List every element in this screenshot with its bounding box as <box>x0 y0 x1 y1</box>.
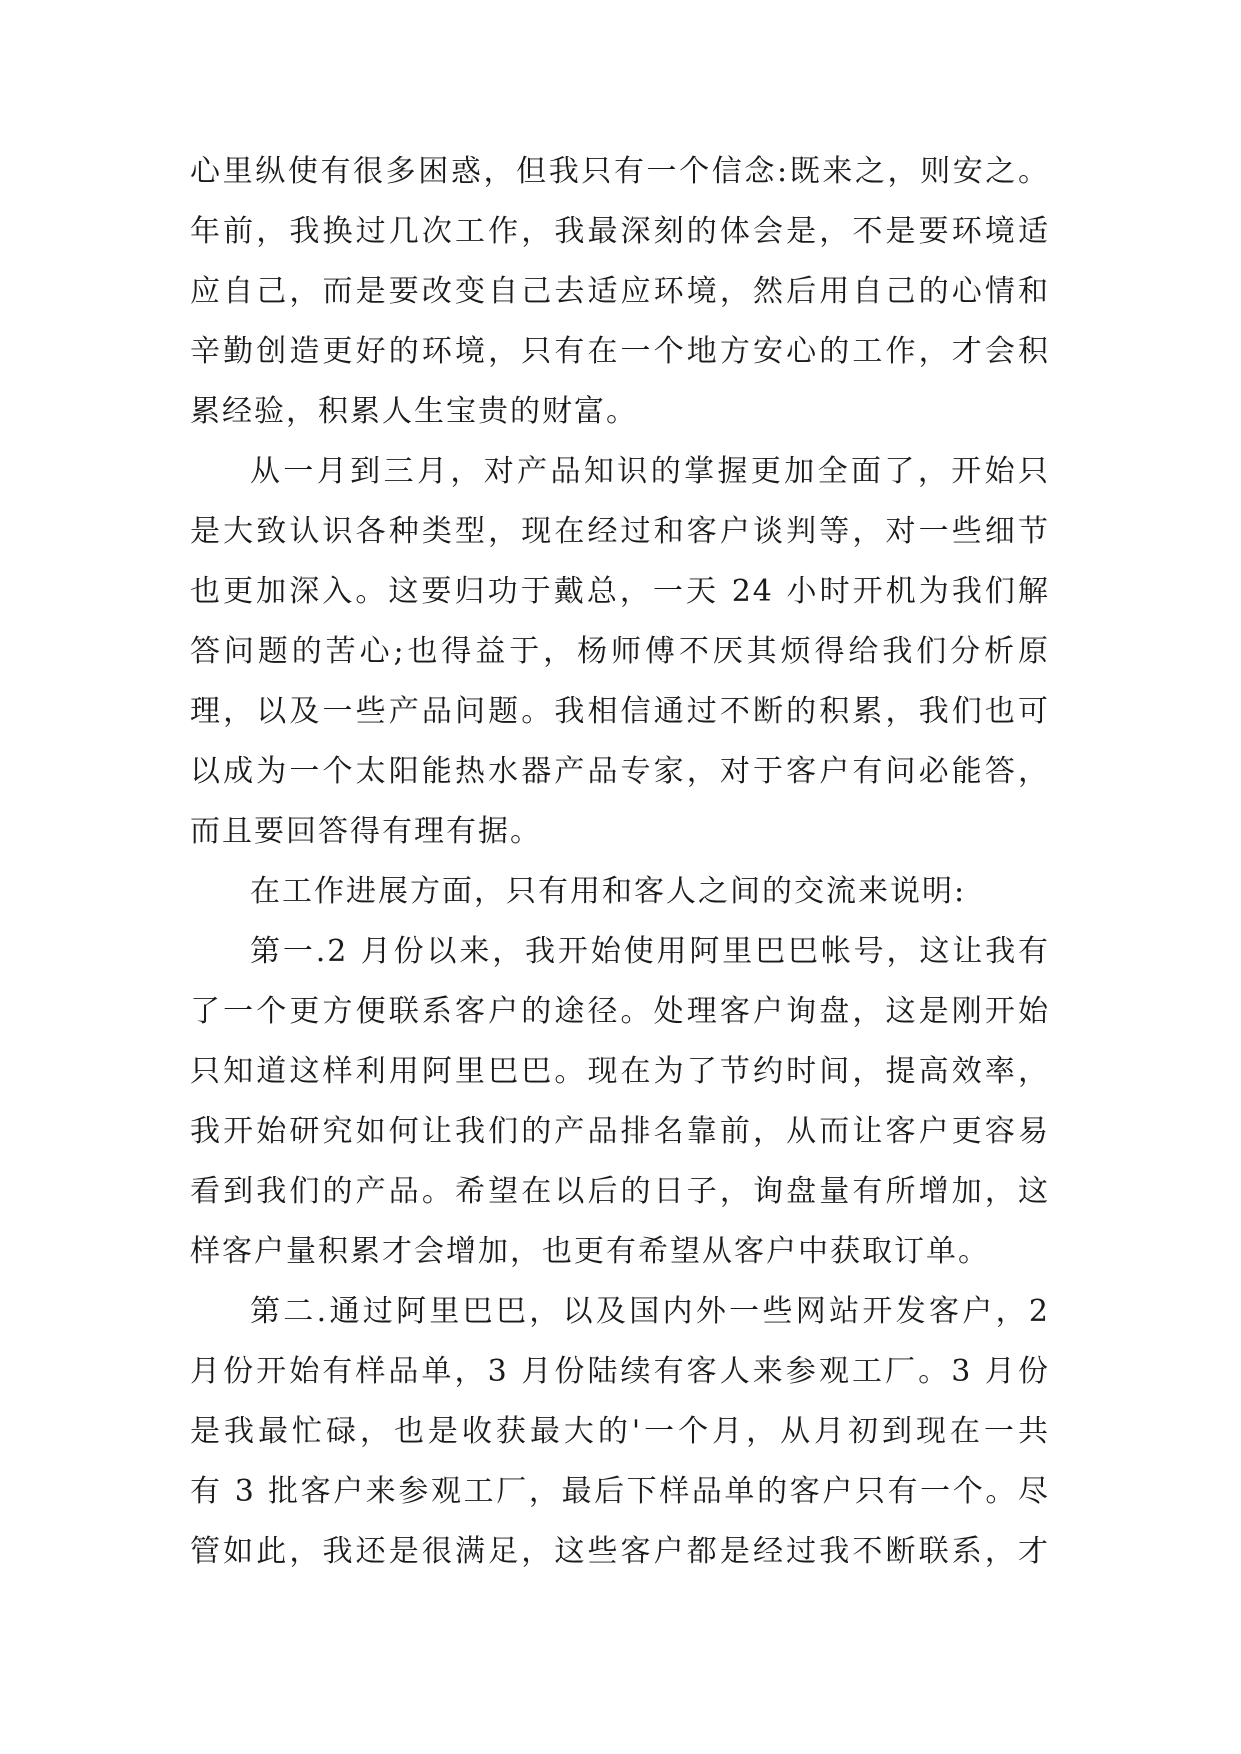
text-line: 样客户量积累才会增加，也更有希望从客户中获取订单。 <box>190 1234 990 1269</box>
text-line: 是我最忙碌，也是收获最大的'一个月，从月初到现在一共 <box>190 1414 1050 1449</box>
paragraph-first-line: 第一.2 月份以来，我开始使用阿里巴巴帐号，这让我有 <box>250 934 1050 969</box>
text-line: 管如此，我还是很满足，这些客户都是经过我不断联系，才 <box>190 1534 1050 1569</box>
text-line: 也更加深入。这要归功于戴总，一天 24 小时开机为我们解 <box>190 574 1050 609</box>
text-line: 只知道这样利用阿里巴巴。现在为了节约时间，提高效率， <box>190 1054 1050 1089</box>
document-body <box>190 142 1050 1582</box>
text-line: 应自己，而是要改变自己去适应环境，然后用自己的心情和 <box>190 274 1050 309</box>
text-line: 心里纵使有很多困惑，但我只有一个信念:既来之，则安之。 <box>190 154 1050 189</box>
paragraph-first-line: 在工作进展方面，只有用和客人之间的交流来说明: <box>250 874 967 909</box>
text-line: 累经验，积累人生宝贵的财富。 <box>190 394 638 429</box>
text-line: 了一个更方便联系客户的途径。处理客户询盘，这是刚开始 <box>190 994 1050 1029</box>
text-line: 看到我们的产品。希望在以后的日子，询盘量有所增加，这 <box>190 1174 1050 1209</box>
text-line: 辛勤创造更好的环境，只有在一个地方安心的工作，才会积 <box>190 334 1050 369</box>
text-line: 月份开始有样品单，3 月份陆续有客人来参观工厂。3 月份 <box>190 1354 1050 1389</box>
text-line: 有 3 批客户来参观工厂，最后下样品单的客户只有一个。尽 <box>190 1474 1050 1509</box>
paragraph-first-line: 第二.通过阿里巴巴，以及国内外一些网站开发客户，2 <box>250 1294 1050 1329</box>
text-line: 我开始研究如何让我们的产品排名靠前，从而让客户更容易 <box>190 1114 1050 1149</box>
text-line: 是大致认识各种类型，现在经过和客户谈判等，对一些细节 <box>190 514 1050 549</box>
paragraph-first-line: 从一月到三月，对产品知识的掌握更加全面了，开始只 <box>250 454 1050 489</box>
text-line: 而且要回答得有理有据。 <box>190 814 542 849</box>
text-line: 年前，我换过几次工作，我最深刻的体会是，不是要环境适 <box>190 214 1050 249</box>
text-line: 以成为一个太阳能热水器产品专家，对于客户有问必能答， <box>190 754 1050 789</box>
text-line: 理，以及一些产品问题。我相信通过不断的积累，我们也可 <box>190 694 1050 729</box>
text-line: 答问题的苦心;也得益于，杨师傅不厌其烦得给我们分析原 <box>190 634 1050 669</box>
